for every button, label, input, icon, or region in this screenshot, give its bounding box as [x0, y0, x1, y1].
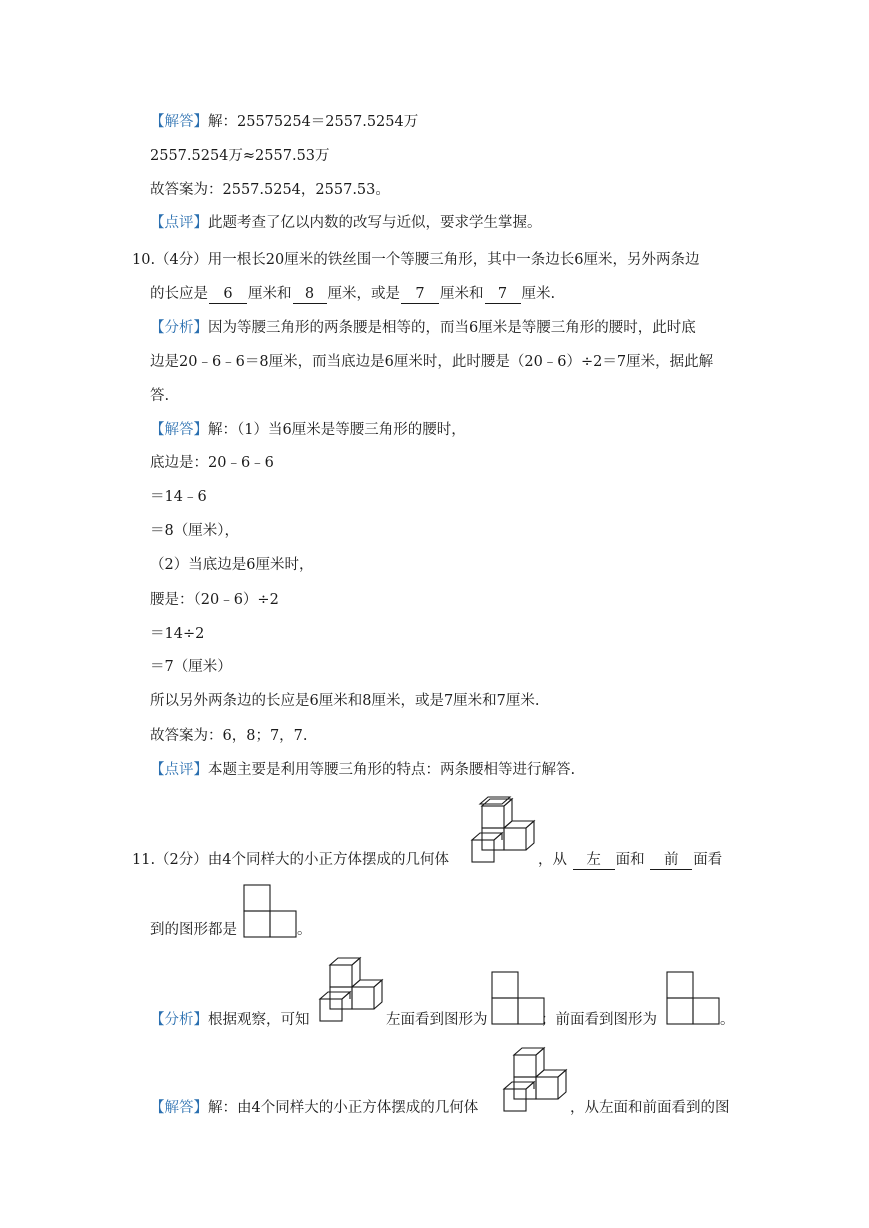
answer-tag: 【解答】: [150, 114, 208, 130]
answer-blank-front: 前: [650, 851, 692, 870]
analysis-text: 根据观察，可知: [208, 1012, 310, 1028]
analysis-text: 答.: [150, 388, 170, 404]
analysis-11-line-b: [386, 1010, 488, 1030]
analysis-text: 因为等腰三角形的两条腰是相等的，而当6厘米是等腰三角形的腰时，此时底: [208, 320, 696, 336]
solution-10-line-3: [150, 487, 207, 507]
question-10-line-2: [150, 284, 555, 304]
solution-11-line: [150, 1098, 478, 1118]
analysis-text: 。: [720, 1012, 735, 1028]
answer-blank-2: 8: [293, 285, 327, 304]
analysis-10-line-2: [150, 352, 713, 372]
answer-text: 故答案为：2557.5254，2557.53。: [150, 182, 390, 198]
solution-10-line-10: [150, 726, 308, 746]
question-text: 11.（2分）由4个同样大的小正方体摆成的几何体: [132, 852, 450, 868]
question-10-line-1: [132, 250, 699, 270]
comment-text: 此题考查了亿以内数的改写与近似，要求学生掌握。: [208, 215, 542, 231]
question-text: 厘米和: [440, 286, 484, 302]
solution-text: ＝14﹣6: [150, 489, 207, 505]
answer-blank-left: 左: [573, 851, 615, 870]
left-view-figure: [491, 971, 545, 1025]
solution-text: 腰是：（20﹣6）÷2: [150, 592, 279, 608]
answer-line-3: [150, 180, 390, 200]
solution-tag: 【解答】: [150, 422, 208, 438]
question-text: 面和: [615, 852, 645, 868]
solution-10-line-8: [150, 657, 232, 677]
question-11-line-2: [150, 920, 237, 940]
answer-blank-1: 6: [209, 285, 247, 304]
comment-tag: 【点评】: [150, 215, 208, 231]
l-shape-view-figure: [243, 884, 297, 938]
answer-blank-4: 7: [485, 285, 521, 304]
cube-solid-figure: [470, 796, 540, 866]
solution-text: 故答案为：6，8；7，7.: [150, 728, 308, 744]
analysis-tag: 【分析】: [150, 320, 208, 336]
question-text: 厘米.: [521, 286, 556, 302]
analysis-text: ；前面看到图形为: [541, 1012, 657, 1028]
solution-10-line-4: [150, 521, 239, 541]
solution-text: ，从左面和前面看到的图: [570, 1100, 730, 1116]
question-text: 厘米和: [248, 286, 292, 302]
answer-text: 解：25575254＝2557.5254万: [208, 114, 419, 130]
solution-10-line-9: [150, 691, 540, 711]
solution-10-line-7: [150, 624, 204, 644]
solution-10-line-2: [150, 453, 274, 473]
question-11-line-2b: [297, 920, 312, 940]
solution-text: 所以另外两条边的长应是6厘米和8厘米，或是7厘米和7厘米.: [150, 693, 540, 709]
analysis-11-line-c: [541, 1010, 657, 1030]
analysis-10-line-1: [150, 318, 696, 338]
answer-line-1: [150, 112, 418, 132]
cube-solid-figure: [502, 1045, 572, 1115]
question-text: 10.（4分）用一根长20厘米的铁丝围一个等腰三角形，其中一条边长6厘米，另外两条边: [132, 252, 700, 268]
solution-10-line-5: [150, 555, 313, 575]
cube-solid-figure: [318, 955, 388, 1025]
analysis-11-line-d: [720, 1010, 735, 1030]
solution-tag: 【解答】: [150, 1100, 208, 1116]
answer-blank-3: 7: [401, 285, 439, 304]
answer-text: 2557.5254万≈2557.53万: [150, 148, 330, 164]
question-text: 。: [297, 922, 312, 938]
solution-text: ＝7（厘米）: [150, 659, 232, 675]
solution-text: ＝14÷2: [150, 626, 205, 642]
front-view-figure: [666, 971, 720, 1025]
solution-11-line-b: [570, 1098, 730, 1118]
answer-line-2: [150, 146, 330, 166]
solution-10-line-6: [150, 590, 279, 610]
comment-10-line: [150, 760, 575, 780]
comment-tag: 【点评】: [150, 762, 208, 778]
analysis-text: 左面看到图形为: [386, 1012, 488, 1028]
question-text: 的长应是: [150, 286, 208, 302]
solution-text: 底边是：20﹣6﹣6: [150, 455, 274, 471]
solution-text: 解：由4个同样大的小正方体摆成的几何体: [208, 1100, 479, 1116]
analysis-text: 边是20﹣6﹣6＝8厘米，而当底边是6厘米时，此时腰是（20﹣6）÷2＝7厘米，据此解: [150, 354, 714, 370]
question-text: ，从: [538, 852, 567, 868]
analysis-11-line: [150, 1010, 310, 1030]
question-11-line-1: [132, 850, 449, 870]
solution-text: 解：（1）当6厘米是等腰三角形的腰时，: [208, 422, 466, 438]
analysis-tag: 【分析】: [150, 1012, 208, 1028]
question-text: 面看: [693, 852, 723, 868]
solution-text: ＝8（厘米），: [150, 523, 239, 539]
solution-text: （2）当底边是6厘米时，: [150, 557, 314, 573]
comment-line: [150, 213, 542, 233]
comment-text: 本题主要是利用等腰三角形的特点：两条腰相等进行解答.: [208, 762, 576, 778]
question-11-line-1b: [538, 850, 722, 870]
solution-10-line-1: [150, 420, 466, 440]
question-text: 到的图形都是: [150, 922, 237, 938]
analysis-10-line-3: [150, 386, 169, 406]
question-text: 厘米，或是: [327, 286, 400, 302]
